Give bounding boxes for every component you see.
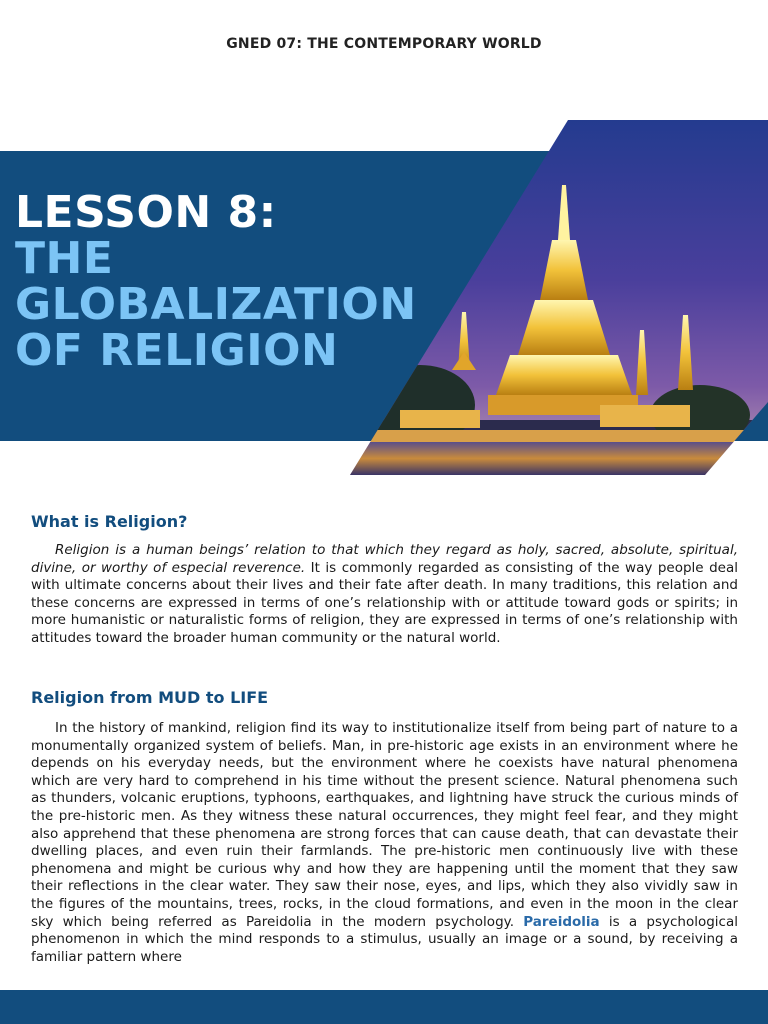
title-line-3: GLOBALIZATION xyxy=(15,279,417,330)
section-heading-what-is-religion: What is Religion? xyxy=(31,512,188,531)
title-line-2: THE xyxy=(15,233,114,284)
title-line-1: LESSON 8: xyxy=(15,187,277,238)
section-paragraph-1 xyxy=(31,542,738,648)
lesson-title xyxy=(15,187,417,376)
hero-banner xyxy=(0,120,768,475)
paragraph-2-body: In the history of mankind, religion find its way to institutionalize itself from being part of nature to a monumentally organized system of beliefs. Man, in pre-historic age exists in an environment where he depends on his everyday needs, but the environment where he coexists have natural phenomena which are very hard to comprehend in his time without the present science. Natural phenomena such as thunders, volcanic eruptions, typhoons, earthquakes, and lightning have struck the curious minds of the pre-historic men. As they witness these natural occurrences, they might feel fear, and they might also apprehend that these phenomena are strong forces that can cause death, that can devastate their dwelling places, and even ruin their farmlands. The pre-historic men continuously live with these phenomena and might be curious why and how they are happening until the moment that they saw their reflections in the clear water. They saw their nose, eyes, and lips, which they also vividly saw in the figures of the mountains, trees, rocks, in the cloud formations, and even in the moon in the clear sky which being referred as Pareidolia in the modern psychology. xyxy=(31,720,738,930)
paragraph-1-body: It is commonly regarded as consisting of the way people deal with ultimate concerns about their lives and their fate after death. In many traditions, this relation and these concerns are expressed in terms of one’s relationship with or attitude toward gods or spirits; in more humanistic or naturalistic forms of religion, they are expressed in terms of one’s relationship with attitudes toward the broader human community or the natural world. xyxy=(31,559,738,646)
section-paragraph-2 xyxy=(31,720,738,966)
title-line-4: OF RELIGION xyxy=(15,325,339,376)
course-header: GNED 07: THE CONTEMPORARY WORLD xyxy=(226,36,542,52)
highlight-term: Pareidolia xyxy=(523,913,600,930)
footer-bar xyxy=(0,990,768,1024)
section-heading-mud-to-life: Religion from MUD to LIFE xyxy=(31,688,269,707)
paragraph-2-continuation: is a psychological phenomenon in which the mind responds to a stimulus, usually an image or a sound, by receiving a familiar pattern where xyxy=(31,913,738,965)
definition-italic: Religion is a human beings’ relation to that which they regard as holy, sacred, absolute, spiritual, divine, or worthy of especial reverence. xyxy=(31,542,738,576)
